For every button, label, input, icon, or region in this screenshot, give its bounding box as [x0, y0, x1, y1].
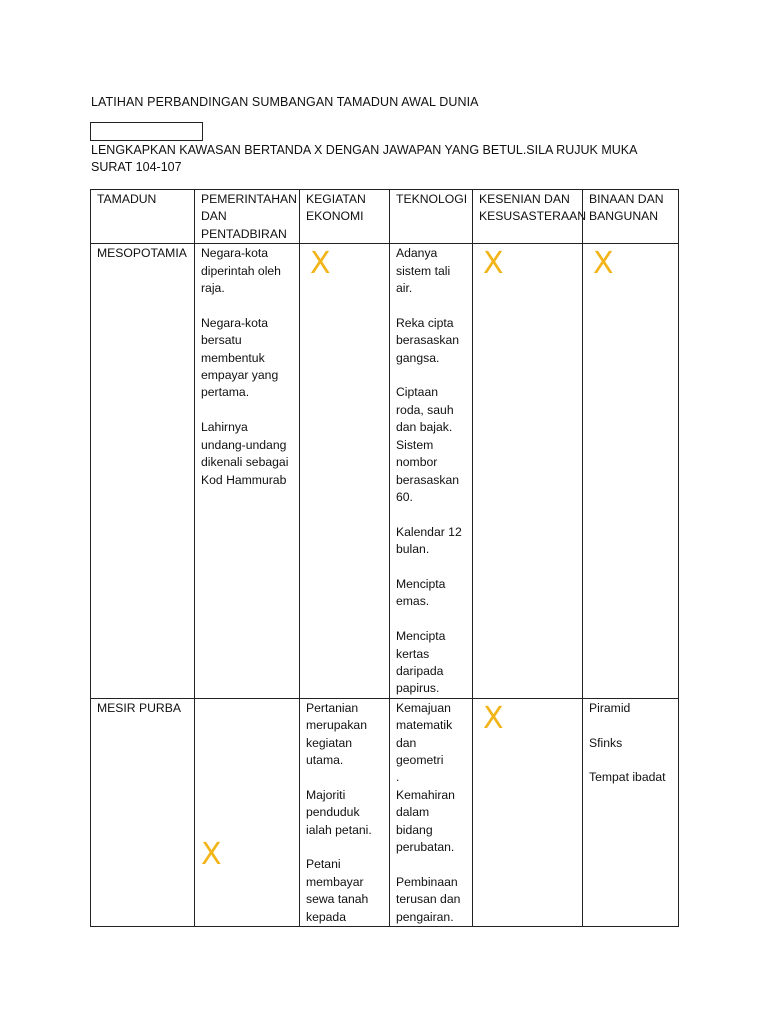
cell-kesenian[interactable]: [473, 244, 583, 699]
cell-binaan[interactable]: [583, 244, 679, 699]
header-binaan: BINAAN DAN BANGUNAN: [583, 190, 679, 244]
name-box[interactable]: [90, 122, 203, 141]
header-kesenian: KESENIAN DAN KESUSASTERAAN: [473, 190, 583, 244]
cell-tamadun: MESOPOTAMIA: [91, 244, 195, 699]
cell-ekonomi: Pertanian merupakan kegiatan utama. Majoriti penduduk ialah petani. Petani membayar sewa tanah kepada: [300, 698, 390, 926]
cell-teknologi: Kemajuan matematik dan geometri . Kemahiran dalam bidang perubatan. Pembinaan terusan dan pengairan.: [390, 698, 473, 926]
answer-mark: X: [483, 246, 504, 282]
header-teknologi: TEKNOLOGI: [390, 190, 473, 244]
header-ekonomi: KEGIATAN EKONOMI: [300, 190, 390, 244]
answer-mark: X: [310, 246, 331, 282]
header-tamadun: TAMADUN: [91, 190, 195, 244]
cell-kesenian[interactable]: [473, 698, 583, 926]
table-row: [91, 698, 679, 926]
answer-mark: X: [593, 246, 614, 282]
cell-tamadun: MESIR PURBA: [91, 698, 195, 926]
table-header-row: [91, 190, 679, 244]
cell-teknologi: Adanya sistem tali air. Reka cipta berasaskan gangsa. Ciptaan roda, sauh dan bajak. Sistem nombor berasaskan 60. Kalendar 12 bulan. Mencipta emas. Mencipta kertas daripada papirus.: [390, 244, 473, 699]
comparison-table: [90, 189, 679, 927]
instruction-text: LENGKAPKAN KAWASAN BERTANDA X DENGAN JAWAPAN YANG BETUL.SILA RUJUK MUKA SURAT 104-107: [91, 143, 637, 174]
cell-pemerintahan: Negara-kota diperintah oleh raja. Negara-kota bersatu membentuk empayar yang pertama. Lahirnya undang-undang dikenali sebagai Kod Hammurab: [195, 244, 300, 699]
cell-pemerintahan[interactable]: [195, 698, 300, 926]
cell-ekonomi[interactable]: [300, 244, 390, 699]
header-pemerintahan: PEMERINTAHAN DAN PENTADBIRAN: [195, 190, 300, 244]
answer-mark: X: [483, 700, 504, 736]
answer-mark: X: [201, 836, 222, 872]
table-row: [91, 244, 679, 699]
cell-binaan: Piramid Sfinks Tempat ibadat: [583, 698, 679, 926]
page-title: LATIHAN PERBANDINGAN SUMBANGAN TAMADUN AWAL DUNIA: [91, 95, 479, 109]
